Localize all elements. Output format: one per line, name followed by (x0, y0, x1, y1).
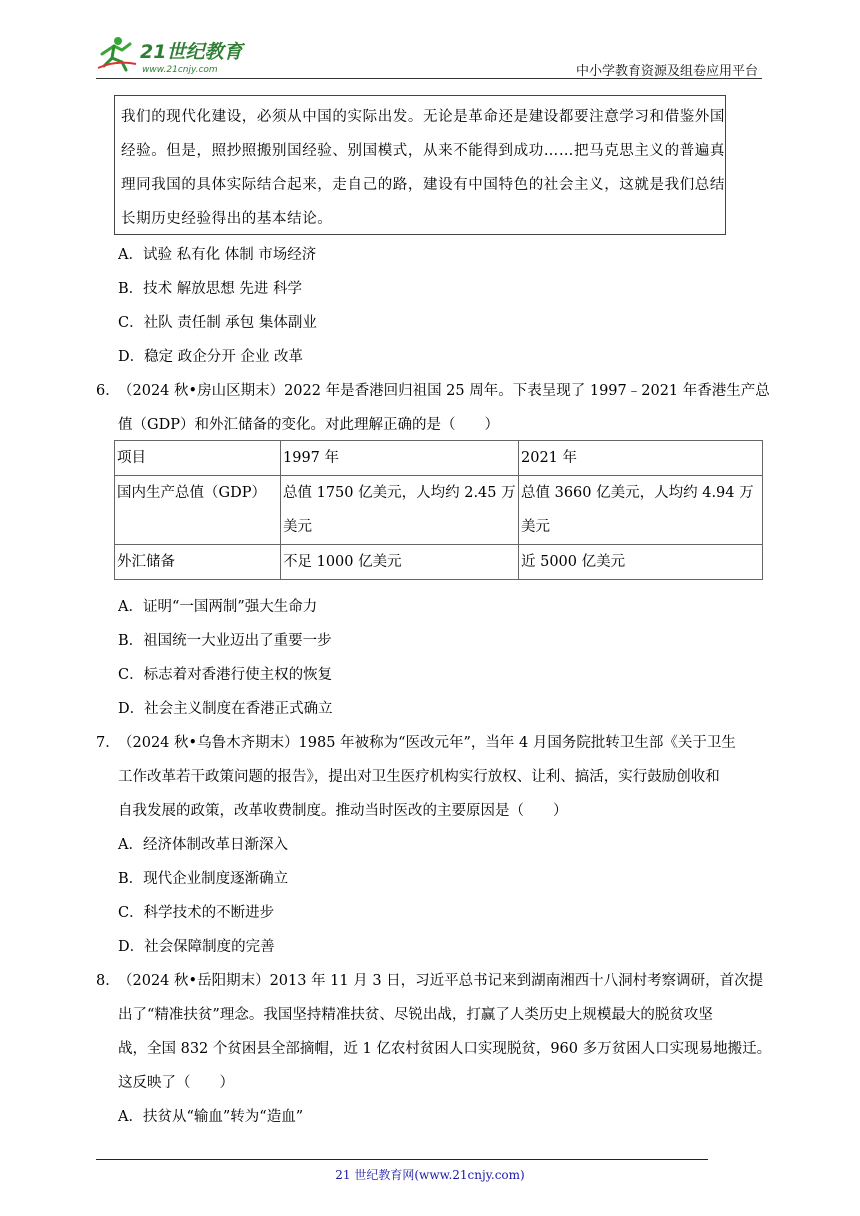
table-cell: 总值 1750 亿美元，人均约 2.45 万美元 (281, 476, 519, 545)
quote-line: 长期历史经验得出的基本结论。 (121, 211, 333, 227)
quote-line: 理同我国的具体实际结合起来，走自己的路，建设有中国特色的社会主义，这就是我们总结 (121, 177, 725, 193)
table-cell: 不足 1000 亿美元 (281, 545, 519, 580)
q6-option-b: B．祖国统一大业迈出了重要一步 (118, 633, 332, 649)
svg-text:www.21cnjy.com: www.21cnjy.com (142, 65, 218, 75)
table-cell: 国内生产总值（GDP） (115, 476, 281, 545)
q6-stem-line: （2024 秋•房山区期末）2022 年是香港回归祖国 25 周年。下表呈现了 1997﹣2021 年香港生产总 (118, 383, 770, 399)
q8-number: 8． (96, 973, 120, 989)
q7-number: 7． (96, 735, 120, 751)
q6-option-c: C．标志着对香港行使主权的恢复 (118, 667, 333, 683)
q8-option-a: A．扶贫从“输血”转为“造血” (118, 1109, 304, 1125)
footer-text: 21 世纪教育网(www.21cnjy.com) (335, 1168, 525, 1182)
table-header-cell: 项目 (115, 441, 281, 476)
q8-stem-line: 战，全国 832 个贫困县全部摘帽，近 1 亿农村贫困人口实现脱贫，960 多万贫困人口实现易地搬迁。 (118, 1041, 772, 1057)
table-cell: 近 5000 亿美元 (519, 545, 763, 580)
q6-option-d: D．社会主义制度在香港正式确立 (118, 701, 333, 717)
table-cell: 外汇储备 (115, 545, 281, 580)
table-header-cell: 1997 年 (281, 441, 519, 476)
q7-option-b: B．现代企业制度逐渐确立 (118, 871, 289, 887)
header-divider (96, 78, 762, 79)
table-cell: 总值 3660 亿美元，人均约 4.94 万美元 (519, 476, 763, 545)
quote-line: 经验。但是，照抄照搬别国经验、别国模式，从来不能得到成功……把马克思主义的普遍真 (121, 143, 725, 159)
hk-gdp-table (114, 440, 763, 580)
q8-stem-line: （2024 秋•岳阳期末）2013 年 11 月 3 日，习近平总书记来到湖南湘西十八洞村考察调研，首次提 (118, 973, 764, 989)
q7-option-c: C．科学技术的不断进步 (118, 905, 275, 921)
platform-name: 中小学教育资源及组卷应用平台 (575, 64, 758, 79)
q6-option-a: A．证明“一国两制”强大生命力 (118, 599, 318, 615)
q7-option-d: D．社会保障制度的完善 (118, 939, 275, 955)
q6-stem-line: 值（GDP）和外汇储备的变化。对此理解正确的是（ ） (118, 417, 499, 433)
q5-option-c: C．社队 责任制 承包 集体副业 (118, 315, 317, 331)
table-row (115, 545, 763, 580)
quote-box (114, 95, 726, 235)
q7-stem-line: （2024 秋•乌鲁木齐期末）1985 年被称为“医改元年”，当年 4 月国务院批转卫生部《关于卫生 (118, 735, 736, 751)
q7-stem-line: 自我发展的政策，改革收费制度。推动当时医改的主要原因是（ ） (118, 803, 568, 819)
table-row (115, 476, 763, 545)
logo-21cnjy (96, 34, 266, 76)
q5-option-a: A．试验 私有化 体制 市场经济 (118, 247, 317, 263)
table-header-cell: 2021 年 (519, 441, 763, 476)
q5-option-b: B．技术 解放思想 先进 科学 (118, 281, 302, 297)
q7-stem-line: 工作改革若干政策问题的报告》，提出对卫生医疗机构实行放权、让利、搞活，实行鼓励创收和 (118, 769, 720, 785)
q8-stem-line: 出了“精准扶贫”理念。我国坚持精准扶贫、尽锐出战，打赢了人类历史上规模最大的脱贫攻坚 (118, 1007, 713, 1023)
footer-divider (96, 1159, 708, 1160)
page-header (96, 30, 762, 78)
q5-option-d: D．稳定 政企分开 企业 改革 (118, 349, 303, 365)
q7-option-a: A．经济体制改革日渐深入 (118, 837, 288, 853)
q6-number: 6． (96, 383, 120, 399)
table-header-row (115, 441, 763, 476)
q8-stem-line: 这反映了（ ） (118, 1075, 234, 1091)
svg-text:21世纪教育: 21世纪教育 (140, 41, 243, 63)
quote-line: 我们的现代化建设，必须从中国的实际出发。无论是革命还是建设都要注意学习和借鉴外国 (121, 109, 725, 125)
